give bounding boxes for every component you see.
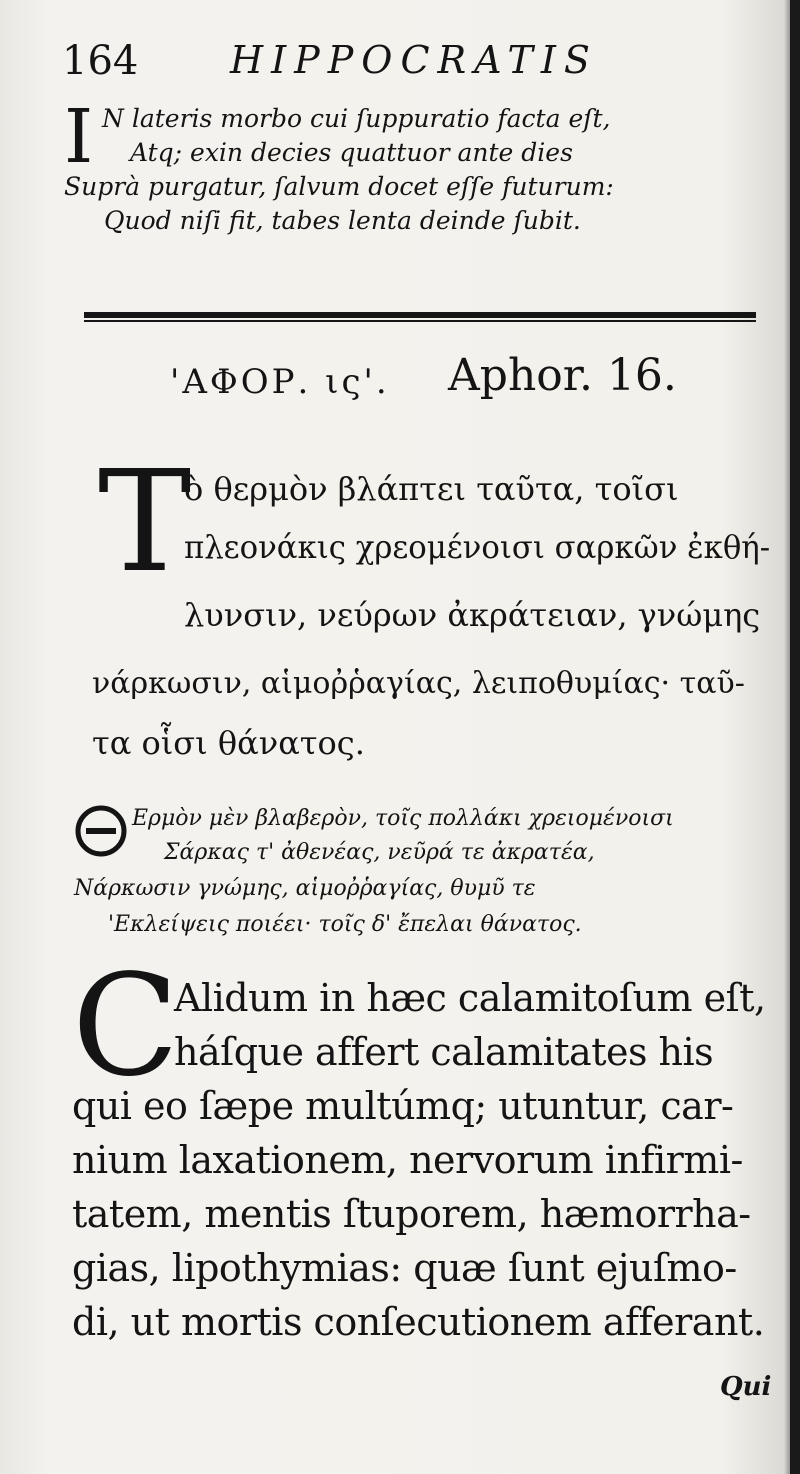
page-gutter-shadow <box>790 0 800 1474</box>
greek-prose-line: νάρκωσιν, αἱμοῤῥαγίας, λειποθυμίας· ταῦ- <box>92 666 745 701</box>
greek-prose-line: πλεονάκις χρεομένοισι σαρκῶν ἐκθή- <box>184 528 771 566</box>
greek-prose-line: ὸ θερμὸν βλάπτει ταῦτα, τοῖσι <box>184 470 679 508</box>
verse-line: Atq; exin decies quattuor ante dies <box>130 138 573 167</box>
verse-line: Suprà purgatur, ſalvum docet eſſe futurum: <box>64 172 614 201</box>
greek-prose-line: λυνσιν, νεύρων ἀκράτειαν, γνώμης <box>184 596 761 634</box>
verse-dropcap: I <box>64 94 94 180</box>
running-title: HIPPOCRATIS <box>230 38 598 82</box>
latin-prose-line: tatem, mentis ſtuporem, hæmorrha- <box>72 1192 751 1236</box>
latin-prose-line: háſque affert calamitates his <box>174 1030 714 1074</box>
aphorism-heading <box>170 350 730 410</box>
latin-prose-line: qui eo ſæpe multúmq; utuntur, car- <box>72 1084 734 1128</box>
running-header <box>62 38 762 88</box>
aphorism-greek-label: 'ΑΦΟΡ. ις'. <box>170 362 390 402</box>
latin-prose-line: nium laxationem, nervorum infirmi- <box>72 1138 743 1182</box>
greek-prose-line: τα οἷσι θάνατος. <box>92 724 365 762</box>
greek-verse-line: Σάρκας τ' ἀθενέας, νεῦρά τε ἀκρατέα, <box>164 840 595 865</box>
section-rule-thin <box>84 320 756 322</box>
page-number: 164 <box>62 38 139 84</box>
catchword: Qui <box>720 1372 772 1402</box>
greek-verse-line: Νάρκωσιν γνώμης, αἱμοῤῥαγίας, θυμῦ τε <box>74 876 536 901</box>
greek-verse-line: 'Εκλείψεις ποιέει· τοῖς δ' ἔπελαι θάνατος. <box>108 912 582 937</box>
greek-verse-line: Ερμὸν μὲν βλαβερὸν, τοῖς πολλάκι χρειομένοισι <box>132 806 674 831</box>
verse-line: N lateris morbo cui ſuppuratio facta eſt, <box>102 104 611 133</box>
aphorism-latin-label: Aphor. 16. <box>448 350 677 401</box>
latin-prose-dropcap: C <box>72 945 180 1108</box>
section-rule <box>84 312 756 318</box>
latin-prose-line: Alidum in hæc calamitoſum eſt, <box>174 976 766 1020</box>
verse-line: Quod niſi fit, tabes lenta deinde ſubit. <box>104 206 581 235</box>
latin-prose-line: di, ut mortis conſecutionem afferant. <box>72 1300 765 1344</box>
greek-prose-dropcap: T <box>98 441 192 604</box>
latin-prose-line: gias, lipothymias: quæ ſunt ejuſmo- <box>72 1246 737 1290</box>
theta-initial-icon <box>74 804 128 858</box>
